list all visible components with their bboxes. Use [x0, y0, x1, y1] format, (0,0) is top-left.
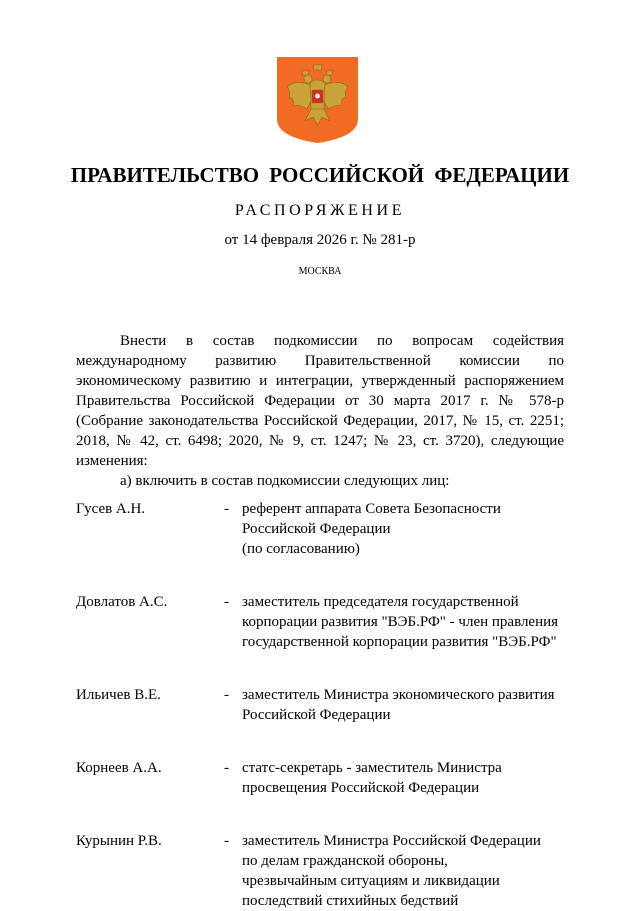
- role-line: заместитель Министра экономического развития: [242, 687, 555, 703]
- government-title: ПРАВИТЕЛЬСТВО РОССИЙСКОЙ ФЕДЕРАЦИИ: [70, 163, 570, 187]
- person-name: Гусев А.Н.: [76, 501, 146, 517]
- document-city: МОСКВА: [298, 266, 342, 277]
- role-line: (по согласованию): [242, 541, 360, 557]
- person-row: [76, 831, 564, 911]
- person-role: [242, 831, 564, 911]
- role-line: последствий стихийных бедствий: [242, 893, 459, 909]
- coat-of-arms-icon: [277, 57, 358, 143]
- document-type: РАСПОРЯЖЕНИЕ: [234, 202, 406, 219]
- dash-separator: -: [224, 687, 229, 703]
- person-row: [76, 758, 564, 798]
- person-role: [242, 499, 564, 559]
- role-line: чрезвычайным ситуациям и ликвидации: [242, 873, 500, 889]
- role-line: Российской Федерации: [242, 707, 391, 723]
- person-row: [76, 592, 564, 652]
- person-name: Ильичев В.Е.: [76, 687, 161, 703]
- role-line: корпорации развития "ВЭБ.РФ" - член правления: [242, 614, 559, 630]
- intro-paragraph: Внести в состав подкомиссии по вопросам содействия международному развитию Правительственной комиссии по экономическому развитию и интеграции, утвержденный распоряжением Правительства Российской Федерации от 30 марта 2017 г. № 578-р (Собрание законодательства Российской Федерации, 2017, № 15, ст. 2251; 2018, № 42, ст. 6498; 2020, № 9, ст. 1247; № 23, ст. 3720), следующие изменения:: [76, 333, 564, 469]
- person-role: [242, 592, 564, 652]
- role-line: статс-секретарь - заместитель Министра: [242, 760, 502, 776]
- sub-item-a: а) включить в состав подкомиссии следующих лиц:: [120, 473, 450, 489]
- document-body: [76, 331, 564, 911]
- person-role: [242, 758, 564, 798]
- role-line: государственной корпорации развития "ВЭБ.РФ": [242, 634, 557, 650]
- dash-separator: -: [224, 501, 229, 517]
- role-line: Российской Федерации: [242, 521, 391, 537]
- person-name: Корнеев А.А.: [76, 760, 162, 776]
- role-line: по делам гражданской обороны,: [242, 853, 448, 869]
- dash-separator: -: [224, 760, 229, 776]
- role-line: заместитель Министра Российской Федерации: [242, 833, 541, 849]
- dash-separator: -: [224, 833, 229, 849]
- dash-separator: -: [224, 594, 229, 610]
- person-row: [76, 499, 564, 559]
- person-name: Курынин Р.В.: [76, 833, 162, 849]
- document-date-number: от 14 февраля 2026 г. № 281-р: [224, 232, 416, 248]
- person-row: [76, 685, 564, 725]
- person-role: [242, 685, 564, 725]
- role-line: заместитель председателя государственной: [242, 594, 519, 610]
- person-name: Довлатов А.С.: [76, 594, 168, 610]
- role-line: референт аппарата Совета Безопасности: [242, 501, 501, 517]
- role-line: просвещения Российской Федерации: [242, 780, 480, 796]
